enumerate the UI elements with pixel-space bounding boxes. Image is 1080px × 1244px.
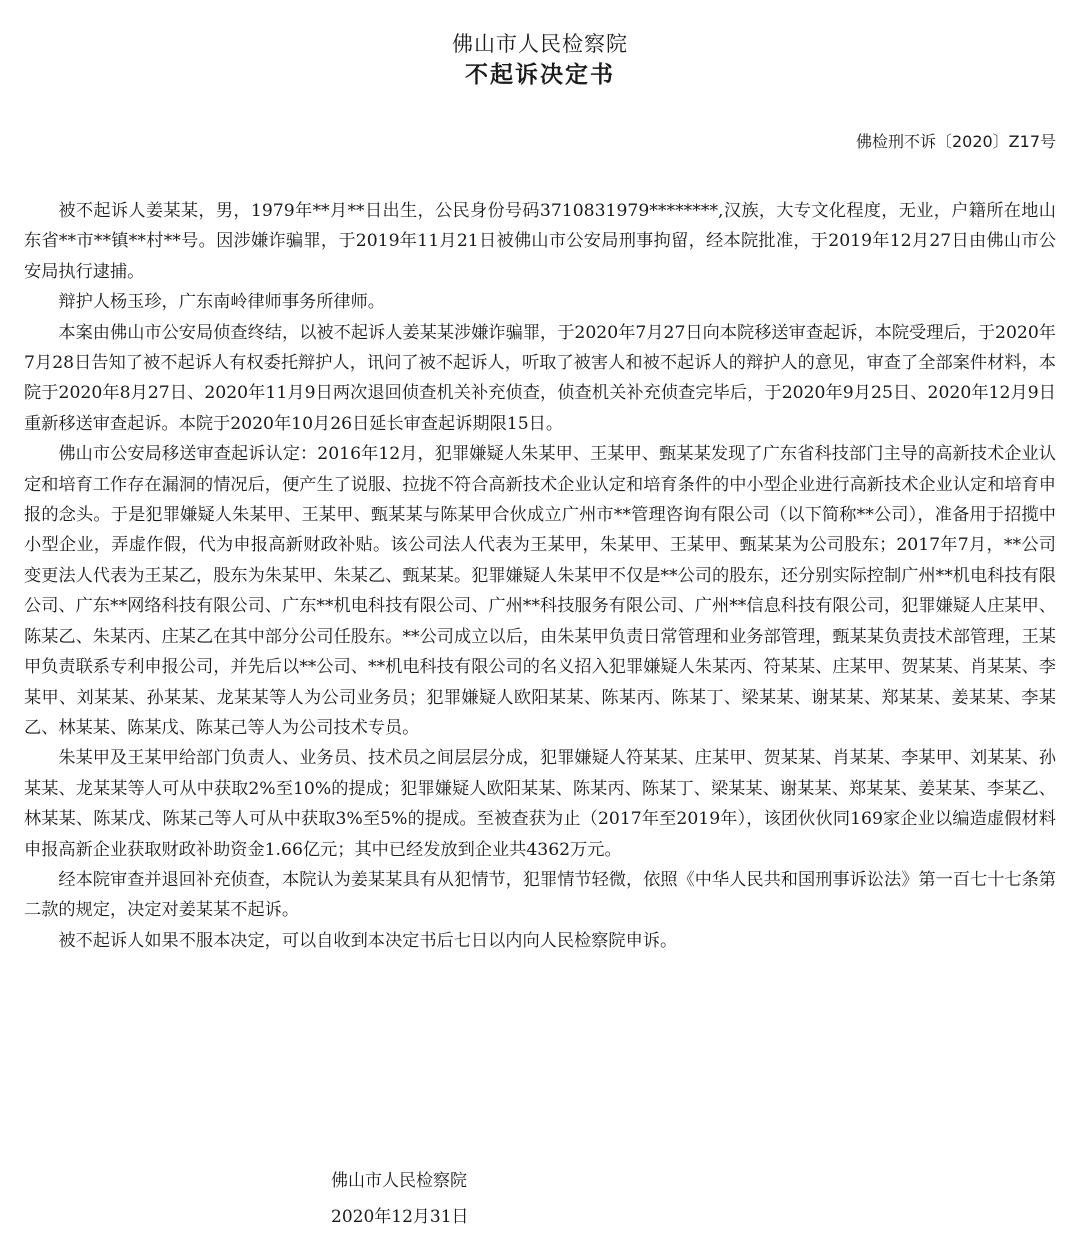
paragraph-profit-sharing: 朱某甲及王某甲给部门负责人、业务员、技术员之间层层分成，犯罪嫌疑人符某某、庄某甲、贺某某、肖某某、李某甲、刘某某、孙某某、龙某某等人可从中获取2%至10%的提成；犯罪嫌疑人欧阳某某、陈某丙、陈某丁、梁某某、谢某某、郑某某、姜某某、李某乙、林某某、陈某戊、陈某己等人可从中获取3%至5%的提成。至被查获为止（2017年至2019年），该团伙伙同169家企业以编造虚假材料申报高新企业获取财政补助资金1.66亿元；其中已经发放到企业共4362万元。 [24,748,1056,860]
signature-organization: 佛山市人民检察院 [331,1171,467,1191]
document-title: 不起诉决定书 [465,62,615,88]
signature-block [331,1166,469,1238]
issuing-organization: 佛山市人民检察院 [452,32,628,56]
paragraph-appeal-notice: 被不起诉人如果不服本决定，可以自收到本决定书后七日以内向人民检察院申诉。 [58,930,678,951]
paragraph-defendant-info: 被不起诉人姜某某，男，1979年**月**日出生，公民身份号码3710831979********,汉族，大专文化程度，无业，户籍所在地山东省**市**镇**村**号。因涉嫌诈骗罪，于2019年11月21日被佛山市公安局刑事拘留，经本院批准，于2019年12月27日由佛山市公安局执行逮捕。 [24,201,1056,282]
paragraph-decision: 经本院审查并退回补充侦查，本院认为姜某某具有从犯情节，犯罪情节轻微，依照《中华人民共和国刑事诉讼法》第一百七十七条第二款的规定，决定对姜某某不起诉。 [24,869,1056,921]
paragraph-defense-counsel: 辩护人杨玉珍，广东南岭律师事务所律师。 [58,292,385,313]
document-body [24,196,1056,956]
signature-date: 2020年12月31日 [331,1207,469,1227]
document-number: 佛检刑不诉〔2020〕Z17号 [855,132,1056,151]
paragraph-police-findings: 佛山市公安局移送审查起诉认定：2016年12月，犯罪嫌疑人朱某甲、王某甲、甄某某发现了广东省科技部门主导的高新技术企业认定和培育工作存在漏洞的情况后，便产生了说服、拉拢不符合高新技术企业认定和培育条件的中小型企业进行高新技术企业认定和培育申报的念头。于是犯罪嫌疑人朱某甲、王某甲、甄某某与陈某甲合伙成立广州市**管理咨询有限公司（以下简称**公司），准备用于招揽中小型企业，弄虚作假，代为申报高新财政补贴。该公司法人代表为王某甲，朱某甲、王某甲、甄某某为公司股东；2017年7月，**公司变更法人代表为王某乙，股东为朱某甲、朱某乙、甄某某。犯罪嫌疑人朱某甲不仅是**公司的股东，还分别实际控制广州**机电科技有限公司、广东**网络科技有限公司、广东**机电科技有限公司、广州**科技服务有限公司、广州**信息科技有限公司，犯罪嫌疑人庄某甲、陈某乙、朱某丙、庄某乙在其中部分公司任股东。**公司成立以后，由朱某甲负责日常管理和业务部管理，甄某某负责技术部管理，王某甲负责联系专利申报公司，并先后以**公司、**机电科技有限公司的名义招入犯罪嫌疑人朱某丙、符某某、庄某甲、贺某某、肖某某、李某甲、刘某某、孙某某、龙某某等人为公司业务员；犯罪嫌疑人欧阳某某、陈某丙、陈某丁、梁某某、谢某某、郑某某、姜某某、李某乙、林某某、陈某戊、陈某己等人为公司技术专员。 [24,444,1056,738]
paragraph-case-procedure: 本案由佛山市公安局侦查终结，以被不起诉人姜某某涉嫌诈骗罪，于2020年7月27日向本院移送审查起诉，本院受理后，于2020年7月28日告知了被不起诉人有权委托辩护人，讯问了被不起诉人，听取了被害人和被不起诉人的辩护人的意见，审查了全部案件材料，本院于2020年8月27日、2020年11月9日两次退回侦查机关补充侦查，侦查机关补充侦查完毕后，于2020年9月25日、2020年12月9日重新移送审查起诉。本院于2020年10月26日延长审查起诉期限15日。 [24,322,1056,434]
